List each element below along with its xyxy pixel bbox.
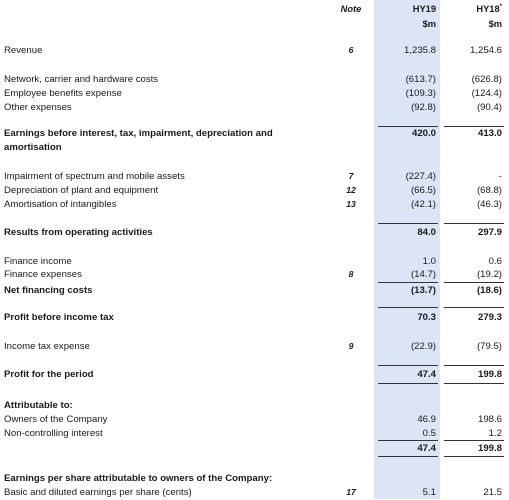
table-row [0, 171, 509, 184]
row-note: 12 [346, 185, 356, 195]
row-label: Non-controlling interest [4, 428, 103, 439]
hy19-header: HY19 [412, 4, 436, 14]
row-hy18-value: 1.2 [488, 428, 502, 439]
subtotal-rule [444, 223, 504, 224]
subtotal-rule [378, 282, 438, 283]
row-hy19-value: (613.7) [405, 74, 436, 85]
subtotal-rule [378, 223, 438, 224]
row-label: Profit before income tax [4, 312, 114, 323]
row-label: Basic and diluted earnings per share (cents) [4, 487, 192, 498]
row-hy19-value: (92.8) [410, 102, 436, 113]
row-hy18-value: 279.3 [477, 312, 502, 323]
row-hy19-value: 84.0 [417, 227, 436, 238]
row-hy19-value: 47.4 [417, 369, 436, 380]
row-label: Other expenses [4, 102, 72, 113]
row-hy18-value: 1,254.6 [469, 45, 502, 56]
total-rule [444, 383, 504, 384]
subtotal-rule [378, 126, 438, 127]
row-label: Finance income [4, 256, 72, 267]
hy18-unit: $m [488, 19, 502, 29]
subtotal-rule [444, 307, 504, 308]
row-hy19-value: (13.7) [410, 285, 436, 296]
total-rule [378, 383, 438, 384]
row-hy18-value: (18.6) [476, 285, 502, 296]
row-hy18-value: (79.5) [476, 341, 502, 352]
row-hy18-value: (124.4) [471, 88, 502, 99]
row-label: Amortisation of intangibles [4, 199, 117, 210]
row-label: Results from operating activities [4, 227, 153, 238]
table-row [0, 312, 509, 325]
row-hy19-value: 1,235.8 [403, 45, 436, 56]
subtotal-rule [444, 126, 504, 127]
subtotal-rule [378, 440, 438, 441]
row-hy19-value: (42.1) [410, 199, 436, 210]
table-row [0, 227, 509, 240]
subtotal-rule [444, 282, 504, 283]
row-hy18-value: (626.8) [471, 74, 502, 85]
row-hy19-value: (14.7) [410, 269, 436, 280]
section-heading [0, 400, 509, 413]
row-label: Earnings per share attributable to owners of the Company: [4, 473, 273, 484]
row-hy19-value: 0.5 [422, 428, 436, 439]
row-hy18-value: 21.5 [483, 487, 502, 498]
table-row [0, 102, 509, 115]
row-label: Income tax expense [4, 341, 90, 352]
table-row [0, 369, 509, 382]
row-hy19-value: (227.4) [405, 171, 436, 182]
row-note: 9 [348, 341, 354, 351]
row-label: Finance expenses [4, 269, 82, 280]
row-hy18-value: (19.2) [476, 269, 502, 280]
row-hy19-value: 5.1 [422, 487, 436, 498]
row-label: Network, carrier and hardware costs [4, 74, 159, 85]
row-label: Earnings before interest, tax, impairment, depreciation and [4, 128, 273, 139]
hy19-unit: $m [422, 19, 436, 29]
row-hy19-value: 1.0 [422, 256, 436, 267]
row-hy18-value: 413.0 [477, 128, 502, 139]
row-label: Revenue [4, 45, 43, 56]
row-note: 13 [346, 199, 356, 209]
table-row [0, 443, 509, 456]
row-note: 6 [348, 45, 354, 55]
row-label: Net financing costs [4, 285, 93, 296]
row-label: Impairment of spectrum and mobile assets [4, 171, 185, 182]
row-hy18-value: 199.8 [477, 369, 502, 380]
row-note: 17 [346, 487, 356, 497]
table-row [0, 414, 509, 427]
subtotal-rule [444, 440, 504, 441]
row-hy19-value: (66.5) [410, 185, 436, 196]
row-label-line2: amortisation [4, 142, 62, 153]
table-row [0, 269, 509, 282]
table-row [0, 45, 509, 58]
row-label: Employee benefits expense [4, 88, 122, 99]
row-hy18-value: - [498, 171, 502, 182]
table-row-continuation [0, 142, 509, 155]
table-row [0, 285, 509, 298]
table-row [0, 487, 509, 500]
row-hy19-value: 420.0 [411, 128, 436, 139]
row-hy19-value: 46.9 [417, 414, 436, 425]
hy18-header-text: HY18 [476, 4, 500, 14]
table-row [0, 341, 509, 354]
row-hy18-value: 199.8 [477, 443, 502, 454]
row-hy19-value: 47.4 [417, 443, 436, 454]
table-row [0, 128, 509, 141]
row-hy18-value: 198.6 [477, 414, 502, 425]
table-row [0, 256, 509, 269]
section-heading [0, 473, 509, 486]
row-hy18-value: 297.9 [477, 227, 502, 238]
total-rule [378, 456, 438, 457]
row-hy18-value: (90.4) [476, 102, 502, 113]
table-row [0, 185, 509, 198]
hy18-footnote-marker: * [499, 3, 502, 10]
row-hy19-value: (109.3) [405, 88, 436, 99]
row-label: Depreciation of plant and equipment [4, 185, 159, 196]
subtotal-rule [378, 307, 438, 308]
table-row [0, 88, 509, 101]
row-hy18-value: (68.8) [476, 185, 502, 196]
row-hy19-value: (22.9) [410, 341, 436, 352]
row-hy18-value: 0.6 [488, 256, 502, 267]
row-label: Profit for the period [4, 369, 94, 380]
total-rule [444, 456, 504, 457]
row-note: 7 [348, 171, 354, 181]
subtotal-rule [378, 365, 438, 366]
row-label: Owners of the Company [4, 414, 108, 425]
row-hy19-value: 70.3 [417, 312, 436, 323]
table-row [0, 199, 509, 212]
row-label: Attributable to: [4, 400, 73, 411]
subtotal-rule [444, 365, 504, 366]
row-hy18-value: (46.3) [476, 199, 502, 210]
hy18-header [440, 4, 502, 14]
note-header: Note [340, 4, 362, 14]
row-note: 8 [348, 269, 354, 279]
table-row [0, 74, 509, 87]
